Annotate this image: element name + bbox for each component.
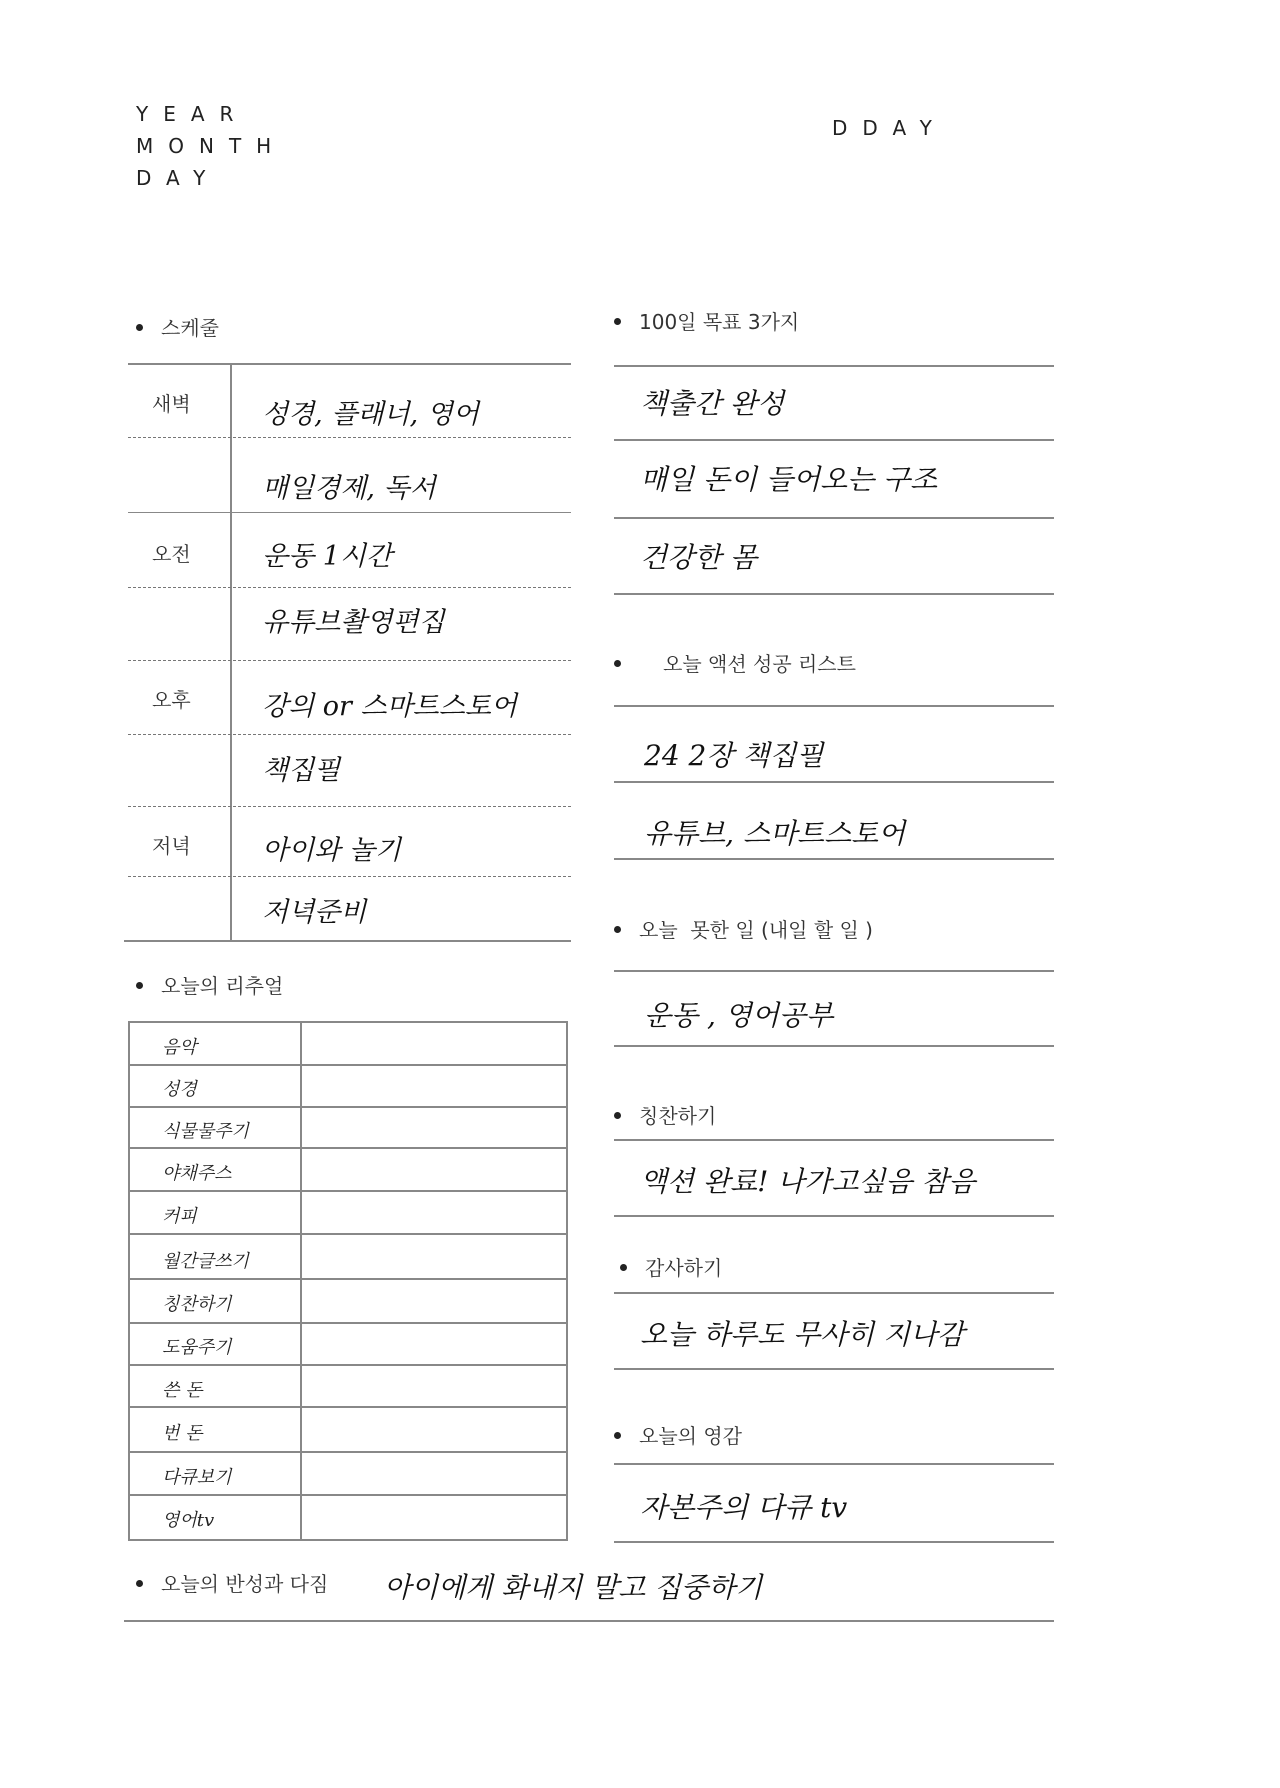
ritual-item: 영어tv	[162, 1510, 215, 1531]
schedule-task: 유튜브촬영편집	[262, 607, 445, 638]
reflection-title: 오늘의 반성과 다짐	[136, 1568, 328, 1597]
ritual-item: 칭찬하기	[162, 1294, 232, 1315]
praise-text: 액션 완료! 나가고싶음 참음	[640, 1165, 976, 1198]
ritual-item: 음악	[162, 1037, 197, 1058]
reflection-text: 아이에게 화내지 말고 집중하기	[384, 1571, 763, 1604]
ritual-item: 다큐보기	[162, 1467, 232, 1488]
schedule-task: 강의 or 스마트스토어	[262, 691, 517, 722]
schedule-task: 아이와 놀기	[262, 835, 401, 866]
dday-label: DDAY	[832, 116, 947, 140]
schedule-time: 새벽	[152, 392, 191, 416]
praise-title: 칭찬하기	[614, 1100, 716, 1129]
undone-item: 운동 , 영어공부	[644, 999, 833, 1032]
inspiration-title: 오늘의 영감	[614, 1420, 742, 1449]
schedule-task: 책집필	[262, 755, 341, 786]
schedule-title: 스케줄	[136, 312, 219, 341]
ritual-item: 도움주기	[162, 1337, 232, 1358]
month-label: MONTH	[136, 134, 287, 158]
schedule-time: 오후	[152, 688, 191, 712]
goals-title: 100일 목표 3가지	[614, 306, 799, 335]
goal-item: 책출간 완성	[640, 387, 785, 420]
ritual-item: 성경	[162, 1079, 197, 1100]
ritual-item: 번 돈	[162, 1423, 203, 1444]
schedule-task: 매일경제, 독서	[262, 473, 436, 504]
goal-item: 매일 돈이 들어오는 구조	[640, 463, 938, 496]
year-label: YEAR	[136, 102, 249, 126]
success-title: 오늘 액션 성공 리스트	[614, 648, 856, 677]
success-item: 유튜브, 스마트스토어	[644, 817, 906, 850]
ritual-item: 월간글쓰기	[162, 1251, 249, 1272]
schedule-time: 오전	[152, 542, 191, 566]
day-label: DAY	[136, 166, 221, 190]
ritual-item: 커피	[162, 1206, 197, 1227]
schedule-task: 성경, 플래너, 영어	[262, 399, 479, 430]
ritual-item: 야채주스	[162, 1163, 232, 1184]
success-item: 24 2장 책집필	[644, 739, 824, 772]
ritual-item: 쓴 돈	[162, 1380, 203, 1401]
schedule-task: 저녁준비	[262, 897, 367, 928]
schedule-time: 저녁	[152, 834, 191, 858]
gratitude-title: 감사하기	[620, 1252, 722, 1281]
goal-item: 건강한 몸	[640, 541, 758, 574]
undone-title: 오늘 못한 일 (내일 할 일 )	[614, 914, 873, 943]
ritual-item: 식물물주기	[162, 1121, 249, 1142]
schedule-task: 운동 1시간	[262, 541, 393, 572]
ritual-title: 오늘의 리추얼	[136, 970, 283, 999]
inspiration-text: 자본주의 다큐 tv	[640, 1491, 848, 1524]
gratitude-text: 오늘 하루도 무사히 지나감	[640, 1318, 965, 1351]
